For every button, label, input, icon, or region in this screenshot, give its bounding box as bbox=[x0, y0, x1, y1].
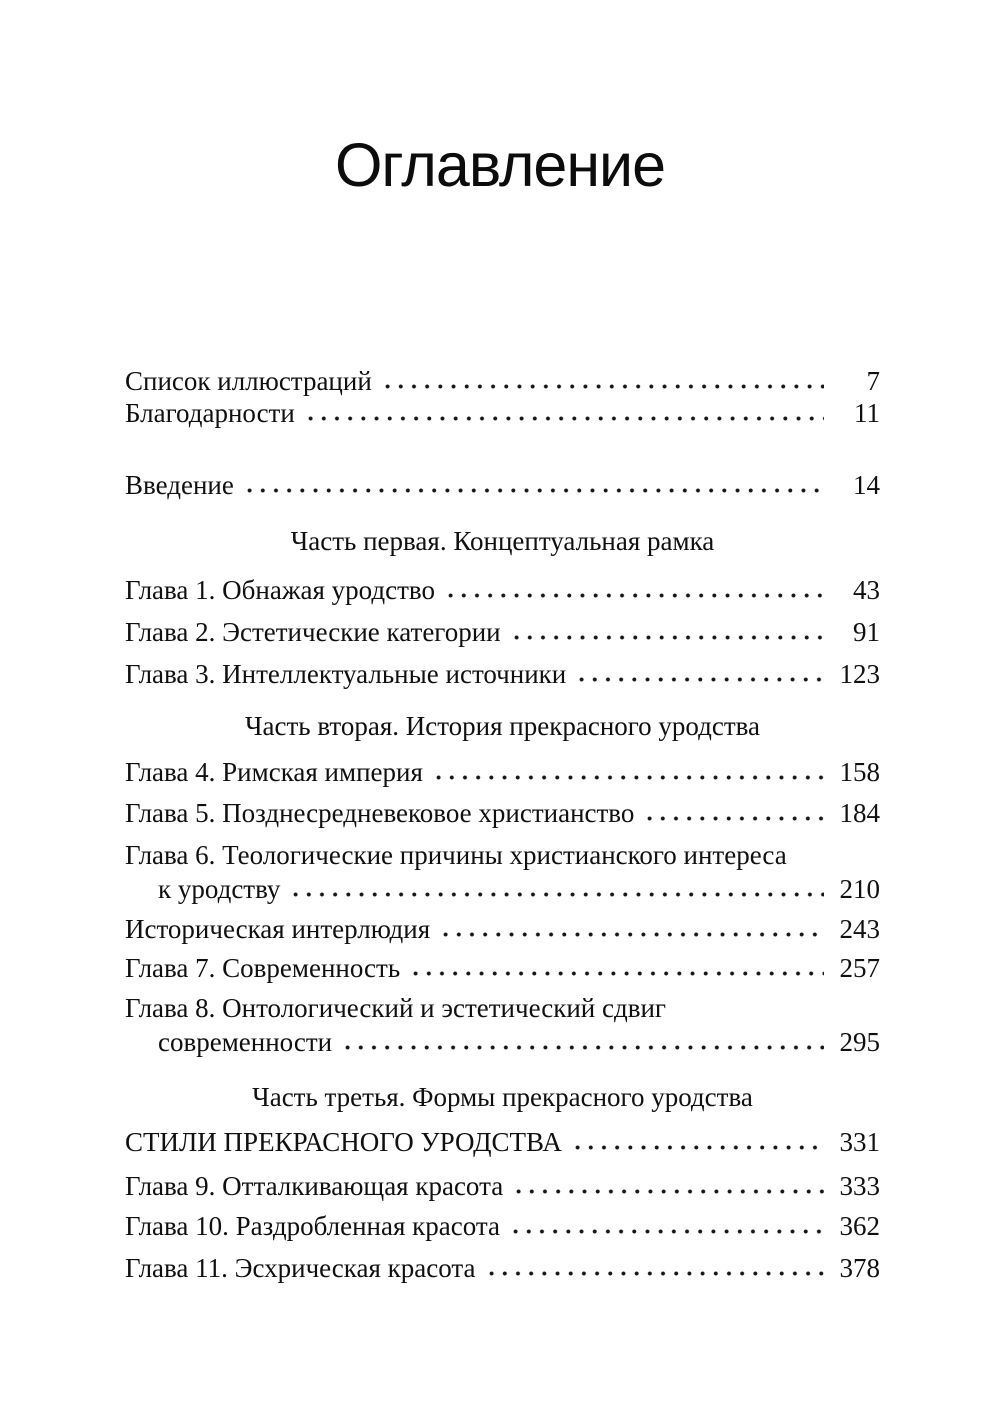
dot-leader bbox=[643, 815, 824, 822]
dot-leader bbox=[444, 592, 824, 599]
toc-entry-page-number: 43 bbox=[853, 575, 880, 605]
dot-leader bbox=[432, 774, 824, 781]
toc-entry bbox=[125, 1253, 880, 1283]
toc-entry bbox=[125, 575, 880, 605]
toc-entry-page-number: 331 bbox=[839, 1127, 880, 1157]
toc-entry bbox=[125, 798, 880, 828]
toc-entry-label: Глава 1. Обнажая уродство bbox=[125, 575, 435, 605]
toc-entry-page-number: 91 bbox=[853, 617, 880, 647]
toc-entry-label: СТИЛИ ПРЕКРАСНОГО УРОДСТВА bbox=[125, 1127, 562, 1157]
toc-part-header: Часть третья. Формы прекрасного уродства bbox=[252, 1082, 753, 1112]
toc-entry-page-number: 378 bbox=[839, 1253, 880, 1283]
toc-entry-page-number: 362 bbox=[839, 1211, 880, 1241]
toc-entry-label: Глава 5. Позднесредневековое христианство bbox=[125, 798, 635, 828]
dot-leader bbox=[409, 970, 824, 977]
toc-entry bbox=[125, 470, 880, 500]
toc-entry-page-number: 295 bbox=[839, 1027, 880, 1057]
toc-entry-label: Историческая интерлюдия bbox=[125, 914, 431, 944]
toc-entry-multiline bbox=[125, 993, 880, 1057]
toc-entry-page-number: 123 bbox=[839, 659, 880, 689]
toc-entry bbox=[125, 617, 880, 647]
toc-entry-label: Глава 4. Римская империя bbox=[125, 757, 423, 787]
toc-entry-page-number: 158 bbox=[839, 757, 880, 787]
dot-leader bbox=[509, 1228, 824, 1235]
toc-entry-label: Глава 6. Теологические причины христианского интереса bbox=[125, 840, 787, 870]
dot-leader bbox=[243, 487, 824, 494]
dot-leader bbox=[575, 676, 824, 683]
toc-entry-page-number: 257 bbox=[839, 953, 880, 983]
toc-entry-label: Глава 9. Отталкивающая красота bbox=[125, 1171, 504, 1201]
toc-entry bbox=[125, 1211, 880, 1241]
toc-entry bbox=[125, 757, 880, 787]
dot-leader bbox=[571, 1144, 824, 1151]
toc-part-header: Часть первая. Концептуальная рамка bbox=[290, 526, 715, 556]
toc-entry-page-number: 243 bbox=[839, 914, 880, 944]
toc-entry-label: современности bbox=[158, 1027, 333, 1057]
toc-entry-multiline bbox=[125, 840, 880, 904]
toc-entry bbox=[125, 1127, 880, 1157]
toc-entry-page-number: 184 bbox=[839, 798, 880, 828]
dot-leader bbox=[439, 931, 824, 938]
dot-leader bbox=[510, 634, 824, 641]
toc-entry-label: Благодарности bbox=[125, 398, 295, 428]
toc-entry-label: Список иллюстраций bbox=[125, 366, 372, 396]
toc-entry bbox=[125, 953, 880, 983]
toc-entry-continuation bbox=[125, 874, 880, 904]
dot-leader bbox=[341, 1044, 824, 1051]
toc-part-header: Часть вторая. История прекрасного уродства bbox=[244, 711, 761, 741]
toc-entry-label: Глава 3. Интеллектуальные источники bbox=[125, 659, 567, 689]
toc-entry-continuation bbox=[125, 1027, 880, 1057]
toc-entry-label: Глава 11. Эсхрическая красота bbox=[125, 1253, 476, 1283]
dot-leader bbox=[512, 1188, 824, 1195]
dot-leader bbox=[289, 891, 824, 898]
toc-entry-page-number: 210 bbox=[839, 874, 880, 904]
toc-entry-label: к уродству bbox=[158, 874, 281, 904]
toc-entry-page-number: 14 bbox=[853, 470, 880, 500]
toc-entry-page-number: 7 bbox=[866, 366, 880, 396]
dot-leader bbox=[304, 415, 824, 422]
toc-entry-label: Глава 2. Эстетические категории bbox=[125, 617, 501, 647]
page-title: Оглавление bbox=[334, 130, 666, 199]
toc-entry-label: Глава 7. Современность bbox=[125, 953, 401, 983]
toc-entry-label: Введение bbox=[125, 470, 234, 500]
dot-leader bbox=[485, 1270, 825, 1277]
toc-entry-label: Глава 10. Раздробленная красота bbox=[125, 1211, 500, 1241]
table-of-contents bbox=[125, 366, 880, 1283]
toc-entry-page-number: 333 bbox=[839, 1171, 880, 1201]
toc-entry-label: Глава 8. Онтологический и эстетический сдвиг bbox=[125, 993, 666, 1023]
toc-entry-page-number: 11 bbox=[854, 398, 880, 428]
toc-entry bbox=[125, 366, 880, 396]
toc-entry bbox=[125, 914, 880, 944]
toc-entry bbox=[125, 398, 880, 428]
toc-entry bbox=[125, 659, 880, 689]
dot-leader bbox=[381, 383, 824, 390]
toc-entry bbox=[125, 1171, 880, 1201]
